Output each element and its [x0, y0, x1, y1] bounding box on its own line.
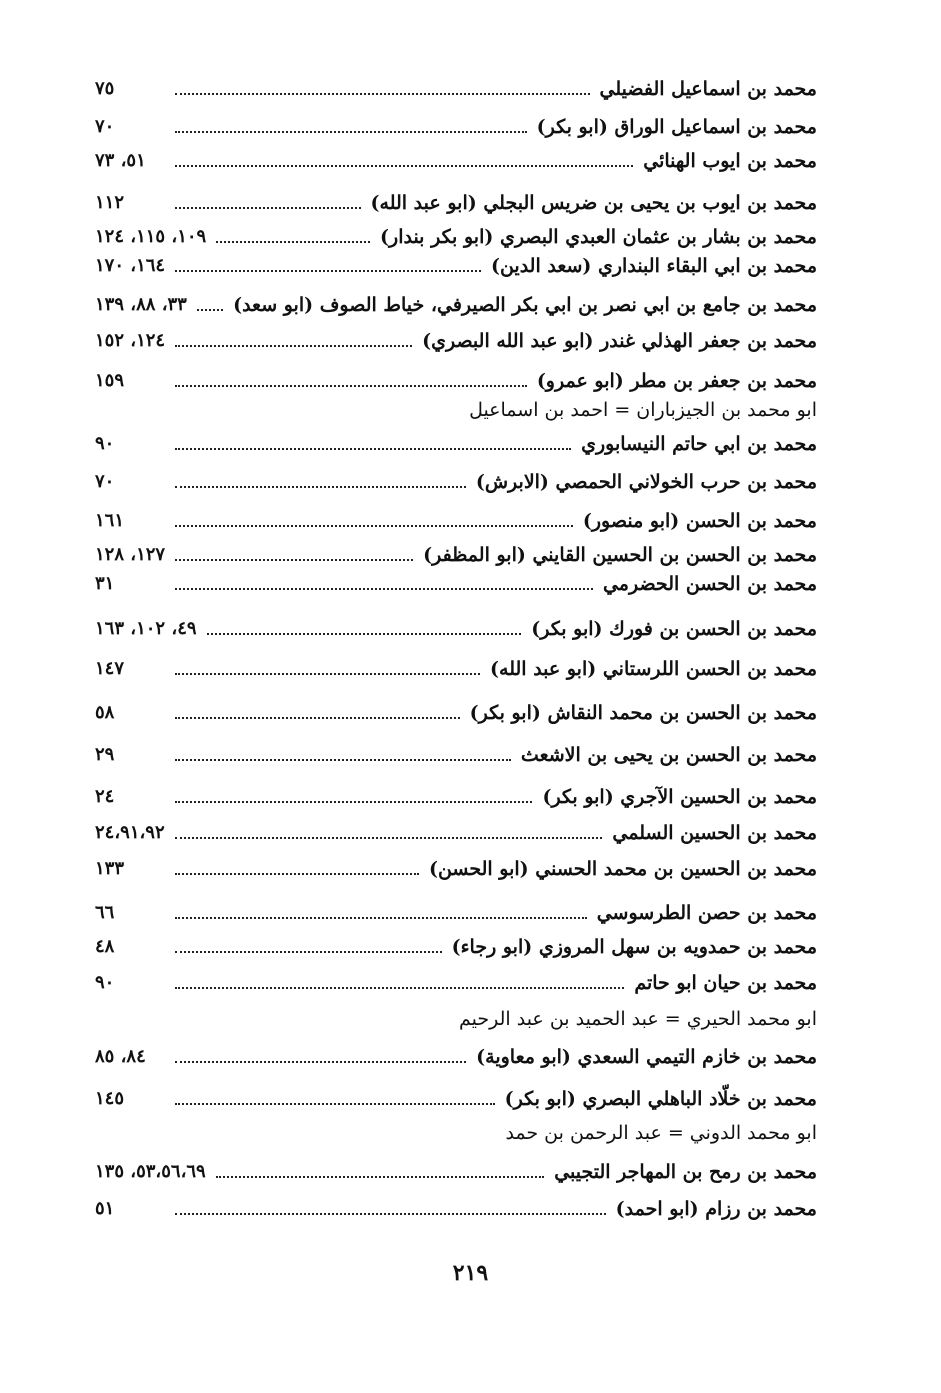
dot-leader [175, 93, 590, 95]
index-entry [95, 652, 817, 686]
entry-name: محمد بن الحسن الحضرمي [602, 573, 817, 595]
index-entry [95, 1155, 817, 1189]
entry-name: محمد بن جامع بن ابي نصر بن ابي بكر الصيرفي، خياط الصوف (ابو سعد) [233, 294, 817, 316]
index-entry [95, 504, 817, 538]
entry-name: محمد بن رزام (ابو احمد) [615, 1198, 817, 1220]
entry-pages: ٥١، ٧٣ [95, 150, 146, 171]
dot-leader [175, 673, 480, 675]
dot-leader [175, 837, 602, 839]
entry-name: محمد بن خازم التيمي السعدي (ابو معاوية) [476, 1046, 817, 1068]
entry-pages: ٧٥ [95, 78, 115, 99]
dot-leader [175, 717, 460, 719]
entry-pages: ٣٣، ٨٨، ١٣٩ [95, 294, 187, 315]
entry-name: محمد بن ايوب بن يحيى بن ضريس البجلي (ابو عبد الله) [370, 192, 817, 214]
index-entry [95, 816, 817, 850]
dot-leader [175, 345, 412, 347]
index-entry [95, 144, 817, 178]
entry-name: محمد بن بشار بن عثمان العبدي البصري (ابو بكر بندار) [380, 226, 817, 248]
index-entry [95, 427, 817, 461]
entry-pages: ١٦٤، ١٧٠ [95, 255, 166, 276]
index-entry [95, 696, 817, 730]
index-entry [95, 72, 817, 106]
entry-name: محمد بن رمح بن المهاجر التجيبي [554, 1161, 817, 1183]
dot-leader [175, 270, 481, 272]
entry-name: محمد بن ابي حاتم النيسابوري [581, 433, 817, 455]
index-entry [95, 364, 817, 398]
entry-name: محمد بن الحسن (ابو منصور) [582, 510, 817, 532]
entry-pages: ١٤٥ [95, 1088, 125, 1109]
entry-name: محمد بن حيان ابو حاتم [634, 972, 817, 994]
entry-name: محمد بن ابي البقاء البنداري (سعد الدين) [490, 255, 817, 277]
entry-pages: ٣١ [95, 573, 115, 594]
dot-leader [175, 1103, 495, 1105]
entry-name: محمد بن الحسن اللرستاني (ابو عبد الله) [490, 658, 817, 680]
index-entry [95, 966, 817, 1000]
index-entry [95, 465, 817, 499]
entry-name: محمد بن الحسين الآجري (ابو بكر) [542, 786, 817, 808]
entry-pages: ١٠٩، ١١٥، ١٢٤ [95, 226, 207, 247]
index-entry [95, 186, 817, 220]
entry-name: محمد بن الحسن بن محمد النقاش (ابو بكر) [469, 702, 817, 724]
entry-pages: ١٦١ [95, 510, 125, 531]
entry-pages: ٥٣،٥٦،٦٩، ١٣٥ [95, 1161, 206, 1182]
index-entry [95, 110, 817, 144]
index-entry [95, 780, 817, 814]
entry-pages: ١٢٤، ١٥٢ [95, 330, 166, 351]
entry-name: محمد بن الحسن بن فورك (ابو بكر) [531, 618, 817, 640]
index-entry [95, 612, 817, 646]
dot-leader [175, 131, 527, 133]
index-entry [95, 852, 817, 886]
dot-leader [175, 385, 527, 387]
entry-pages: ٥٨ [95, 702, 115, 723]
entry-pages: ١٥٩ [95, 370, 125, 391]
entry-name: محمد بن حرب الخولاني الحمصي (الابرش) [475, 471, 817, 493]
index-entry [95, 324, 817, 358]
dot-leader [175, 951, 442, 953]
index-entry [95, 1040, 817, 1074]
entry-pages: ٨٤، ٨٥ [95, 1046, 146, 1067]
dot-leader [175, 165, 633, 167]
index-entry [95, 738, 817, 772]
entry-pages: ٩٠ [95, 433, 115, 454]
dot-leader [175, 559, 413, 561]
entry-pages: ٤٨ [95, 936, 115, 957]
page-number: ٢١٩ [452, 1260, 489, 1286]
entry-name: محمد بن الحسن بن الحسين القايني (ابو المظفر) [423, 544, 817, 566]
cross-reference: ابو محمد الحيري = عبد الحميد بن عبد الرحيم [459, 1008, 817, 1030]
index-entry [95, 288, 817, 322]
dot-leader [175, 1061, 466, 1063]
dot-leader [175, 588, 593, 590]
index-entry [95, 1192, 817, 1226]
entry-pages: ٢٩ [95, 744, 115, 765]
entry-pages: ٦٦ [95, 902, 115, 923]
dot-leader [175, 448, 571, 450]
dot-leader [175, 1213, 606, 1215]
dot-leader [175, 207, 361, 209]
entry-pages: ١١٢ [95, 192, 125, 213]
entry-pages: ٢٤ [95, 786, 115, 807]
dot-leader [175, 525, 573, 527]
dot-leader [175, 486, 466, 488]
entry-pages: ١٤٧ [95, 658, 125, 679]
dot-leader [175, 987, 624, 989]
entry-name: محمد بن ايوب الهنائي [643, 150, 817, 172]
cross-reference: ابو محمد الدوني = عبد الرحمن بن حمد [505, 1122, 817, 1144]
dot-leader [175, 873, 419, 875]
entry-name: محمد بن اسماعيل الوراق (ابو بكر) [536, 116, 817, 138]
entry-pages: ٧٠ [95, 116, 115, 137]
entry-pages: ٩٠ [95, 972, 115, 993]
index-entry [95, 930, 817, 964]
entry-pages: ٢٤،٩١،٩٢ [95, 822, 165, 843]
entry-pages: ١٢٧، ١٢٨ [95, 544, 166, 565]
dot-leader [175, 759, 511, 761]
entry-name: محمد بن الحسين بن محمد الحسني (ابو الحسن) [428, 858, 817, 880]
dot-leader [216, 241, 370, 243]
cross-reference: ابو محمد بن الجيزباران = احمد بن اسماعيل [469, 399, 817, 421]
entry-name: محمد بن حصن الطرسوسي [596, 902, 817, 924]
index-entry [95, 1082, 817, 1116]
entry-pages: ٧٠ [95, 471, 115, 492]
index-entry [95, 567, 817, 601]
index-entry [95, 249, 817, 283]
dot-leader [175, 801, 532, 803]
dot-leader [175, 917, 587, 919]
index-entry [95, 896, 817, 930]
entry-name: محمد بن خلّاد الباهلي البصري (ابو بكر) [504, 1088, 817, 1110]
dot-leader [197, 309, 223, 311]
entry-name: محمد بن جعفر بن مطر (ابو عمرو) [536, 370, 817, 392]
entry-name: محمد بن الحسين السلمي [612, 822, 817, 844]
dot-leader [216, 1176, 544, 1178]
dot-leader [207, 633, 522, 635]
entry-name: محمد بن جعفر الهذلي غندر (ابو عبد الله البصري) [422, 330, 817, 352]
entry-pages: ١٣٣ [95, 858, 125, 879]
entry-name: محمد بن حمدويه بن سهل المروزي (ابو رجاء) [451, 936, 817, 958]
entry-name: محمد بن الحسن بن يحيى بن الاشعث [520, 744, 817, 766]
entry-pages: ٤٩، ١٠٢، ١٦٣ [95, 618, 197, 639]
entry-name: محمد بن اسماعيل الفضيلي [599, 78, 817, 100]
entry-pages: ٥١ [95, 1198, 115, 1219]
